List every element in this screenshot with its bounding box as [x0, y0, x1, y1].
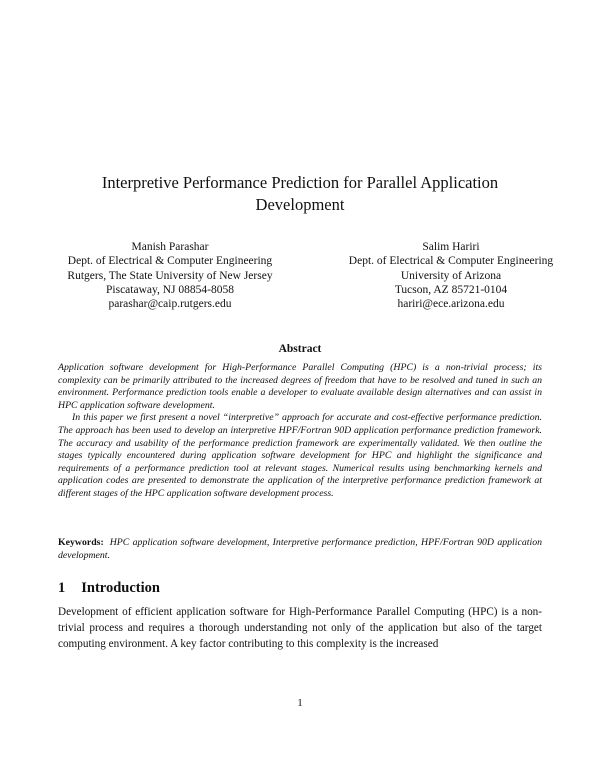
- abstract-heading: Abstract: [278, 343, 322, 355]
- author-name: Manish Parashar: [131, 241, 209, 253]
- section-number: 1: [58, 580, 66, 596]
- author-institution: University of Arizona: [400, 269, 502, 282]
- author-address: Tucson, AZ 85721-0104: [394, 283, 508, 296]
- keywords: [58, 537, 542, 562]
- author-department: Dept. of Electrical & Computer Engineering: [348, 255, 554, 268]
- keywords-label: Keywords:: [58, 537, 104, 548]
- section-heading: [58, 580, 160, 597]
- author-institution: Rutgers, The State University of New Jersey: [67, 269, 273, 282]
- abstract-body: [58, 362, 542, 501]
- section-body: [58, 605, 542, 652]
- intro-paragraph: Development of efficient application software for High-Performance Parallel Computing (HPC) is a non-trivial process and requires a thorough understanding not only of the application but also of the target computing environment. A key factor contributing to this complexity is the increased: [58, 606, 542, 650]
- abstract-paragraph-2: In this paper we first present a novel “interpretive” approach for accurate and cost-effective performance prediction. The approach has been used to develop an interpretive HPF/Fortran 90D application performance prediction framework. The accuracy and usability of the performance prediction framework are experimentally validated. We then outline the stages typically encountered during application software development for HPC and highlight the significance and requirements of a performance prediction tool at relevant stages. Numerical results using benchmarking kernels and application codes are presented to demonstrate the application of the interpretive performance prediction framework at different stages of the HPC application software development process.: [58, 412, 542, 499]
- section-title: Introduction: [81, 580, 160, 596]
- author-block-1: [40, 240, 300, 311]
- author-address: Piscataway, NJ 08854-8058: [106, 283, 234, 296]
- author-email: hariri@ece.arizona.edu: [397, 298, 505, 311]
- keywords-text: HPC application software development, Interpretive performance prediction, HPF/Fortran 90D application development.: [58, 537, 542, 561]
- paper-title: Interpretive Performance Prediction for Parallel Application Development: [101, 173, 499, 214]
- author-block-2: [306, 240, 596, 311]
- abstract-paragraph-1: Application software development for High-Performance Parallel Computing (HPC) is a non-trivial process; its complexity can be primarily attributed to the increased degrees of freedom that have to be resolved and tuned in such an environment. Performance prediction tools enable a developer to evaluate available design alternatives and can assist in HPC application software development.: [58, 362, 542, 411]
- author-department: Dept. of Electrical & Computer Engineering: [67, 255, 273, 268]
- author-name: Salim Hariri: [422, 241, 480, 253]
- author-email: parashar@caip.rutgers.edu: [108, 298, 232, 311]
- page-number: 1: [297, 697, 303, 709]
